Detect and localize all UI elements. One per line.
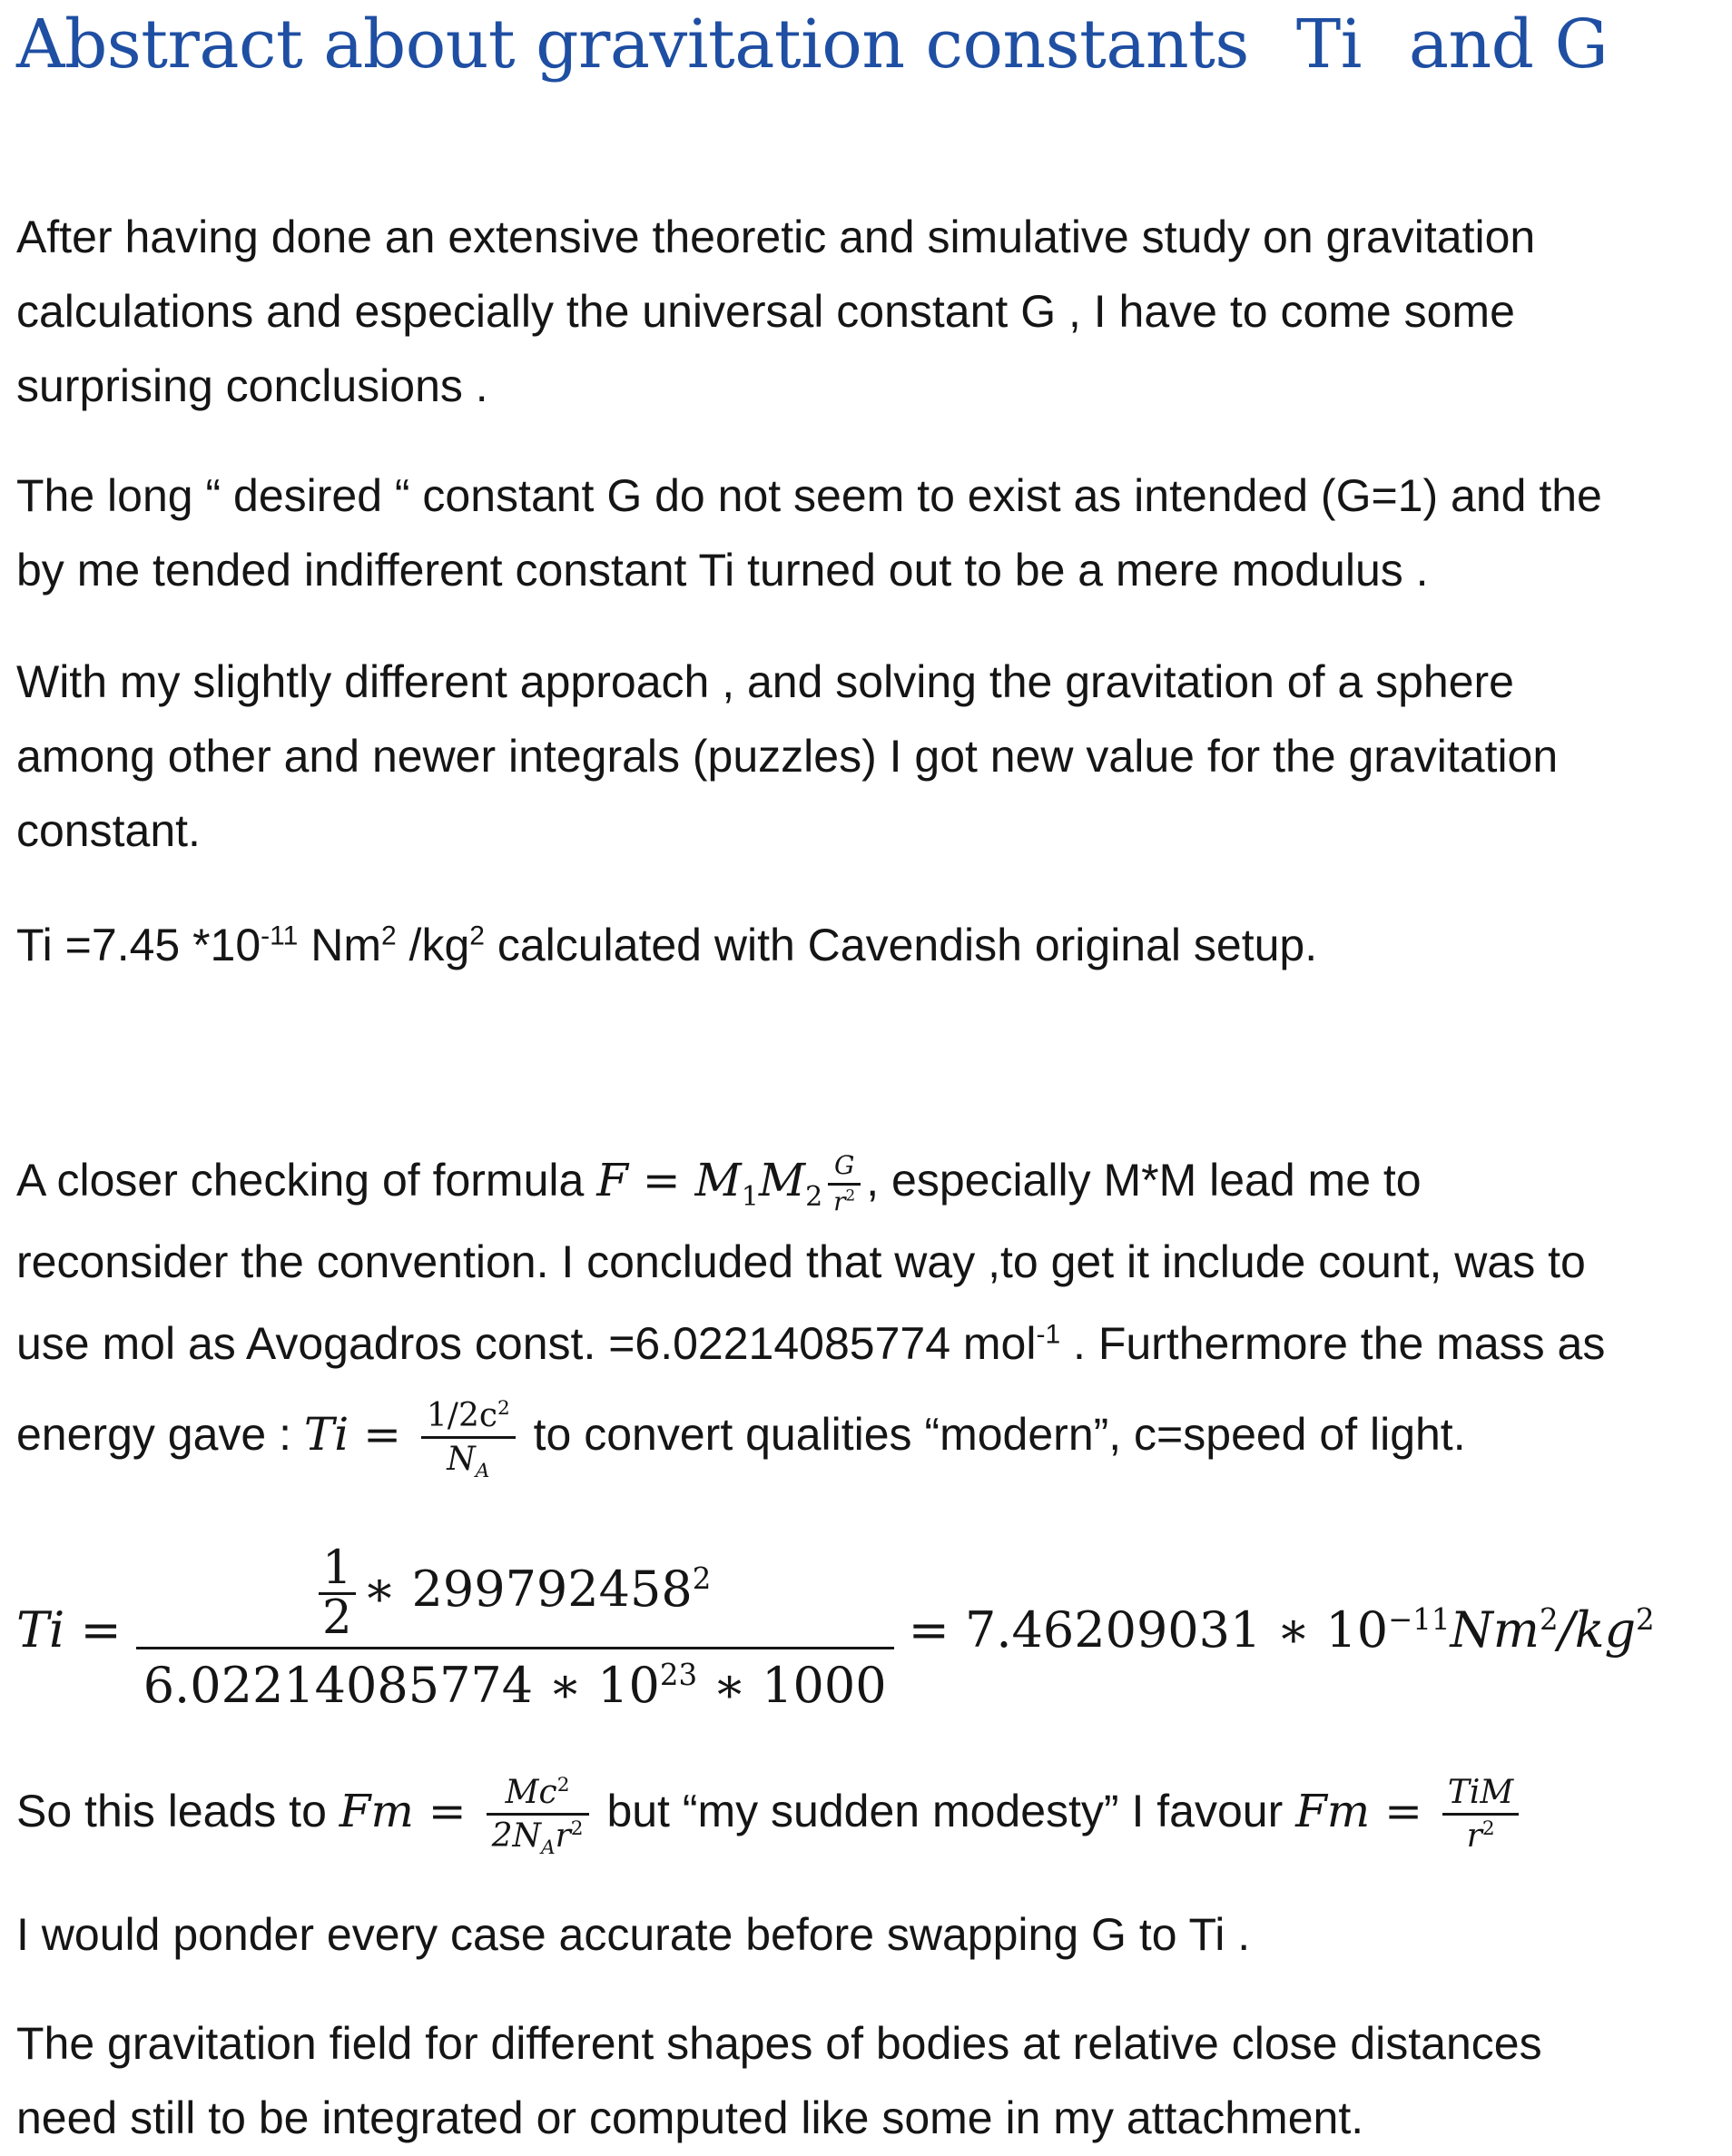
equation-fraction (136, 1541, 894, 1714)
newton-formula (596, 1149, 866, 1216)
equation-numerator (136, 1541, 894, 1649)
paragraph-intro (16, 200, 1723, 423)
text-line: The long “ desired “ constant G do not seem to exist as intended (G=1) and the (16, 470, 1602, 521)
fm2-lhs: Fm = (1295, 1785, 1437, 1837)
fraction-denominator (828, 1186, 861, 1216)
fraction-tim-over-r2 (1442, 1775, 1519, 1855)
title-text-main: Abstract about gravitation constants (16, 5, 1249, 84)
avogadro-text: use mol as Avogadros const. =6.02214085774 mol (16, 1318, 1037, 1369)
fraction-denominator (487, 1816, 589, 1860)
energy-text: energy gave : (16, 1409, 304, 1460)
ti-unit-nm: Nm (298, 920, 381, 970)
half-numerator: 1 (319, 1545, 356, 1594)
equation-denominator (136, 1649, 894, 1714)
ti-unit-exponent-1: 2 (380, 920, 397, 951)
text-line (16, 908, 1723, 982)
numerator-exponent: 2 (692, 1561, 712, 1596)
fraction-denominator-base: 2N (491, 1817, 541, 1856)
page-title (16, 5, 1608, 84)
fraction-denominator-base: N (447, 1441, 476, 1479)
avogadro-suffix: . Furthermore the mass as (1060, 1318, 1606, 1369)
result-unit-exponent-1: 2 (1539, 1601, 1559, 1637)
paragraph-gravitation-field (16, 2006, 1723, 2155)
equation-lhs: Ti = (16, 1600, 122, 1659)
denominator-exponent: 23 (659, 1657, 698, 1692)
fm1-lhs: Fm = (339, 1785, 481, 1837)
ti-unit-exponent-2: 2 (469, 920, 485, 951)
text-line: among other and newer integrals (puzzles) I got new value for the gravitation (16, 731, 1559, 782)
paragraph-formula-check (16, 1139, 1723, 1484)
fraction-numerator-base: Mc (505, 1773, 557, 1811)
formula-intro: A closer checking of formula (16, 1155, 597, 1206)
fraction-denominator-exponent: 2 (845, 1186, 856, 1205)
text-line: I would ponder every case accurate before swapping G to Ti . (16, 1909, 1251, 1960)
formula-m2: M (758, 1154, 806, 1206)
text-line: With my slightly different approach , and solving the gravitation of a sphere (16, 656, 1514, 707)
ti-value-statement (16, 908, 1723, 982)
fraction-numerator-exponent: 2 (497, 1396, 510, 1420)
text-line (16, 1757, 1723, 1866)
fraction-numerator: G (828, 1152, 861, 1186)
half-denominator: 2 (321, 1590, 352, 1645)
fraction-numerator (421, 1398, 516, 1440)
ti-value-exponent: -11 (261, 920, 299, 951)
ti-unit-kg: /kg (396, 920, 470, 970)
text-line: surprising conclusions . (16, 360, 488, 411)
fraction-one-half (319, 1541, 356, 1645)
fraction-g-over-r2 (828, 1149, 861, 1216)
result-unit-nm: Nm (1450, 1600, 1540, 1659)
fraction-denominator-exponent: 2 (570, 1817, 584, 1841)
numerator-value: ∗ 299792458 (362, 1560, 693, 1618)
text-line: calculations and especially the universal constant G , I have to come some (16, 286, 1515, 337)
fm-middle-text: but “my sudden modesty” I favour (594, 1786, 1296, 1836)
avogadro-exponent: -1 (1036, 1319, 1061, 1350)
fraction-mc2-over-2nar2 (487, 1773, 589, 1860)
denominator-value: 6.02214085774 ∗ 10 (143, 1656, 660, 1714)
formula-lhs: F = M (596, 1154, 742, 1206)
energy-suffix: to convert qualities “modern”, c=speed of light. (520, 1409, 1466, 1460)
paragraph-ponder (16, 1897, 1723, 1972)
fm-intro: So this leads to (16, 1786, 340, 1836)
text-line (16, 1139, 1723, 1221)
equation-result (909, 1601, 1655, 1659)
text-line: constant. (16, 805, 201, 856)
fraction-denominator (1442, 1816, 1519, 1855)
fraction-numerator (487, 1775, 589, 1816)
subscript-2: 2 (805, 1181, 823, 1213)
fraction-denominator-exponent: 2 (1481, 1817, 1495, 1841)
result-unit-kg: /kg (1558, 1600, 1637, 1659)
fraction-denominator-subscript: A (475, 1460, 490, 1483)
ti-formula-lhs: Ti = (303, 1408, 416, 1461)
fraction-numerator-base: 1/2c (426, 1396, 498, 1434)
text-line (16, 1384, 1723, 1484)
ti-value-prefix: Ti =7.45 *10 (16, 920, 261, 970)
fraction-denominator-r: r (555, 1817, 571, 1856)
text-line: The gravitation field for different shapes of bodies at relative close distances (16, 2018, 1542, 2069)
fraction-denominator-base: r (833, 1186, 846, 1216)
result-value: = 7.46209031 ∗ 10 (908, 1600, 1389, 1659)
title-text-ti: Ti (1295, 5, 1362, 84)
paragraph-constant-g (16, 458, 1723, 607)
ti-value-suffix: calculated with Cavendish original setup. (484, 920, 1318, 970)
fraction-numerator: TiM (1442, 1775, 1519, 1816)
fraction-denominator-base: r (1466, 1817, 1482, 1856)
fraction-half-c2-over-na (421, 1396, 516, 1483)
denominator-rest: ∗ 1000 (697, 1656, 887, 1714)
text-line (16, 1303, 1723, 1384)
title-text-and-g: and G (1408, 5, 1609, 84)
text-line: After having done an extensive theoretic and simulative study on gravitation (16, 212, 1536, 262)
text-line: reconsider the convention. I concluded that way ,to get it include count, was to (16, 1236, 1586, 1287)
result-unit-exponent-2: 2 (1636, 1601, 1655, 1637)
text-line: need still to be integrated or computed like some in my attachment. (16, 2092, 1364, 2143)
fraction-numerator-exponent: 2 (556, 1773, 570, 1797)
formula-suffix: , especially M*M lead me to (866, 1155, 1422, 1206)
ti-calculation-equation (16, 1539, 1655, 1720)
text-line: by me tended indifferent constant Ti turned out to be a mere modulus . (16, 545, 1429, 596)
subscript-1: 1 (741, 1181, 759, 1213)
fraction-denominator-subscript: A (540, 1836, 556, 1860)
result-exponent: −11 (1388, 1601, 1451, 1637)
fraction-denominator (421, 1439, 516, 1483)
paragraph-approach (16, 645, 1723, 868)
paragraph-fm-formulas (16, 1757, 1723, 1866)
